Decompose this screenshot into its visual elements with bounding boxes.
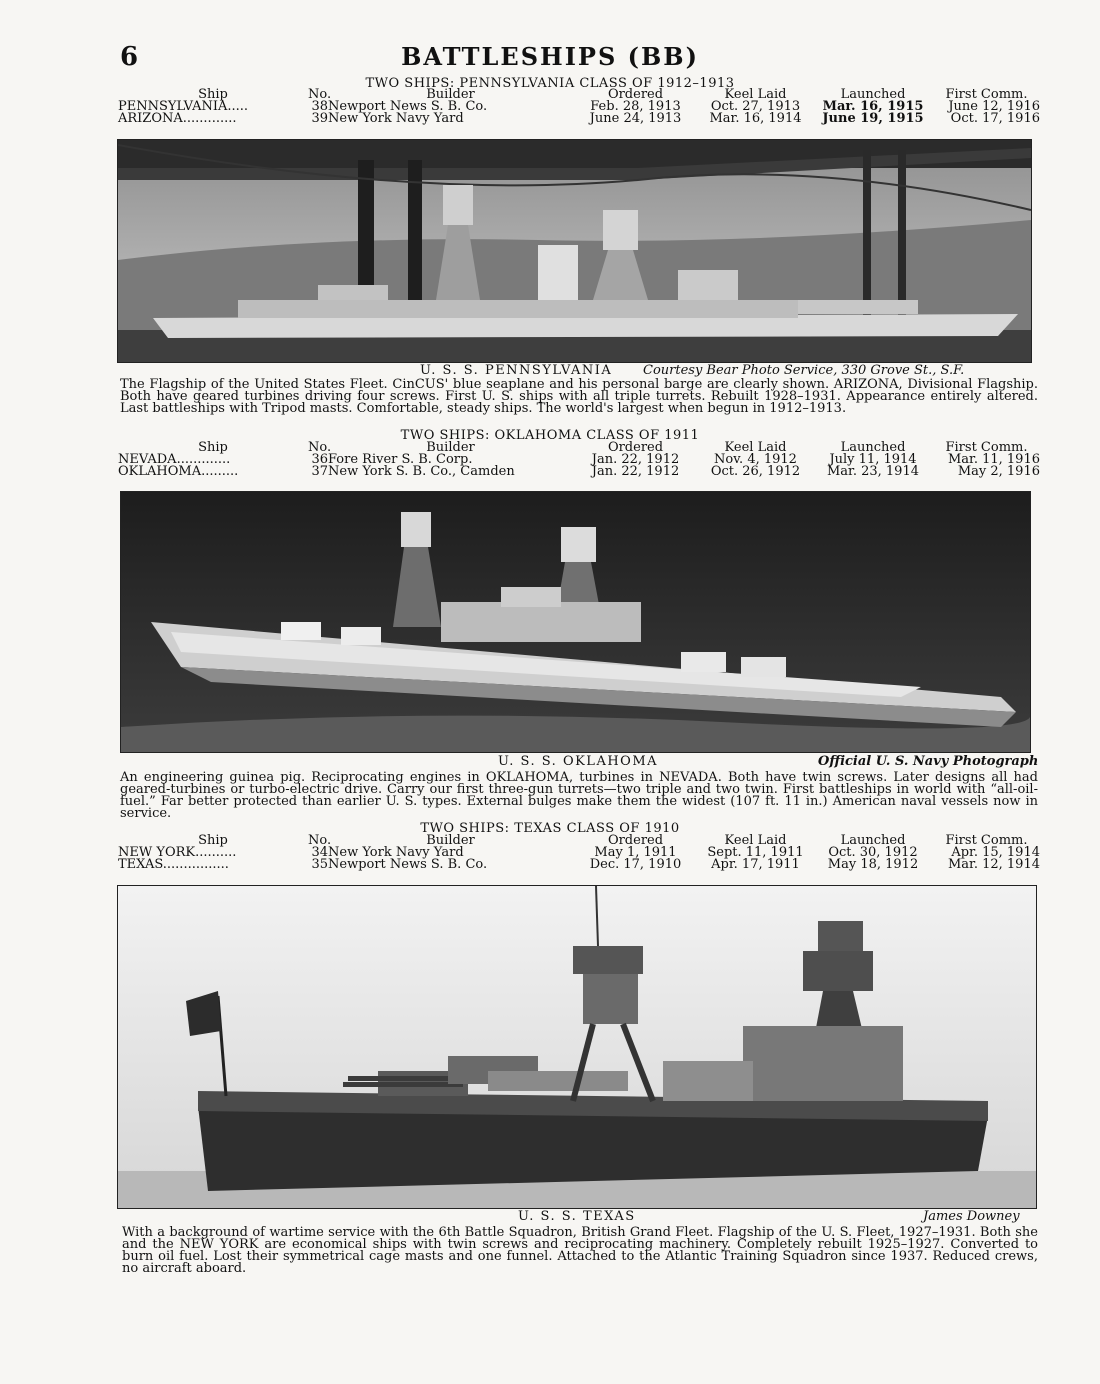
launched-date: Oct. 30, 1912 (828, 845, 918, 860)
class-heading-oklahoma: TWO SHIPS: OKLAHOMA CLASS OF 1911 (400, 428, 700, 443)
class-heading-pennsylvania: TWO SHIPS: PENNSYLVANIA CLASS OF 1912–1913 (365, 76, 735, 91)
col-header-commissioned: First Comm. (945, 833, 1028, 848)
class-heading-texas: TWO SHIPS: TEXAS CLASS OF 1910 (420, 821, 680, 836)
col-header-builder: Builder (426, 440, 475, 455)
col-header-keel: Keel Laid (724, 833, 787, 848)
ship-table-oklahoma (118, 442, 1040, 478)
keel-date: Sept. 11, 1911 (707, 845, 804, 860)
ship-name: NEVADA............. (118, 452, 231, 467)
col-header-launched: Launched (840, 440, 906, 455)
builder: New York Navy Yard (328, 111, 464, 126)
hull-number: 35 (311, 857, 328, 872)
description-oklahoma: An engineering guinea pig. Reciprocating engines in OKLAHOMA, turbines in NEVADA. Both have twin screws. Later designs all had geared-turbines or turbo-electric drive. Carry our first three-gun turrets—two triple and two twin. First battleships in world with “all-oil-fuel.” Far better protected than earlier U. S. types. External bulges make them the widest (107 ft. 11 in.) American naval vessels now in service. (120, 770, 1038, 821)
photo-caption: U. S. S. PENNSYLVANIA (420, 363, 613, 378)
builder: Newport News S. B. Co. (328, 857, 488, 872)
photo-uss-oklahoma (120, 491, 1031, 753)
photo-credit: Official U. S. Navy Photograph (818, 754, 1039, 769)
ordered-date: May 1, 1911 (594, 845, 677, 860)
col-header-no: No. (308, 440, 332, 455)
commissioned-date: Mar. 12, 1914 (947, 857, 1040, 872)
col-header-ship: Ship (198, 87, 228, 102)
builder: Newport News S. B. Co. (328, 99, 488, 114)
commissioned-date: May 2, 1916 (957, 464, 1040, 479)
hull-number: 38 (311, 99, 328, 114)
page-title: BATTLESHIPS (BB) (401, 42, 699, 71)
caption-row-texas (0, 1209, 1100, 1223)
commissioned-date: Apr. 15, 1914 (951, 845, 1040, 860)
hull-number: 36 (311, 452, 328, 467)
photo-uss-pennsylvania (117, 139, 1032, 363)
photo-credit: Courtesy Bear Photo Service, 330 Grove St., S.F. (643, 363, 965, 378)
col-header-ship: Ship (198, 833, 228, 848)
col-header-launched: Launched (840, 87, 906, 102)
builder: New York S. B. Co., Camden (328, 464, 515, 479)
commissioned-date: Oct. 17, 1916 (950, 111, 1040, 126)
col-header-no: No. (308, 87, 332, 102)
photo-credit: James Downey (923, 1209, 1020, 1224)
commissioned-date: Mar. 11, 1916 (947, 452, 1040, 467)
description-pennsylvania: The Flagship of the United States Fleet. CinCUS' blue seaplane and his personal barge are clearly shown. ARIZONA, Divisional Flagship. Both have geared turbines driving four screws. First U. S. ships with all triple turrets. Rebuilt 1928–1931. Appearance entirely altered. Last battleships with Tripod masts. Comfortable, steady ships. The world's largest when begun in 1912–1913. (120, 377, 1038, 416)
ship-name: ARIZONA............. (118, 111, 237, 126)
table-row (118, 466, 1040, 478)
launched-date: Mar. 16, 1915 (822, 99, 924, 114)
caption-row-pennsylvania (0, 363, 1100, 377)
ship-name: NEW YORK.......... (118, 845, 237, 860)
keel-date: Oct. 27, 1913 (710, 99, 801, 114)
ordered-date: Feb. 28, 1913 (590, 99, 681, 114)
caption-row-oklahoma (0, 754, 1100, 768)
builder: Fore River S. B. Corp. (328, 452, 473, 467)
col-header-launched: Launched (840, 833, 906, 848)
keel-date: Mar. 16, 1914 (709, 111, 802, 126)
col-header-keel: Keel Laid (724, 87, 787, 102)
launched-date: July 11, 1914 (829, 452, 917, 467)
hull-number: 37 (311, 464, 328, 479)
table-row (118, 859, 1040, 871)
col-header-builder: Builder (426, 833, 475, 848)
page-number: 6 (120, 42, 139, 72)
col-header-ship: Ship (198, 440, 228, 455)
ordered-date: Jan. 22, 1912 (591, 464, 680, 479)
col-header-builder: Builder (426, 87, 475, 102)
table-row (118, 113, 1040, 125)
keel-date: Oct. 26, 1912 (710, 464, 801, 479)
description-texas: With a background of wartime service with the 6th Battle Squadron, British Grand Fleet. Flagship of the U. S. Fleet, 1927–1931. Both she and the NEW YORK are economical ships with twin screws and reciprocating machinery. Completely rebuilt 1925–1927. Converted to burn oil fuel. Lost their symmetrical cage masts and one funnel. Attached to the Atlantic Training Squadron since 1937. Reduced crews, no aircraft aboard. (122, 1225, 1038, 1276)
col-header-commissioned: First Comm. (945, 440, 1028, 455)
photo-uss-texas (117, 885, 1037, 1209)
col-header-commissioned: First Comm. (945, 87, 1028, 102)
launched-date: May 18, 1912 (827, 857, 919, 872)
hull-number: 39 (311, 111, 328, 126)
launched-date: Mar. 23, 1914 (826, 464, 919, 479)
ship-name: TEXAS................ (118, 857, 229, 872)
col-header-no: No. (308, 833, 332, 848)
photo-caption: U. S. S. OKLAHOMA (498, 754, 659, 769)
builder: New York Navy Yard (328, 845, 464, 860)
ship-name: OKLAHOMA......... (118, 464, 239, 479)
hull-number: 34 (311, 845, 328, 860)
ship-table-texas (118, 835, 1040, 871)
ordered-date: Jan. 22, 1912 (591, 452, 680, 467)
ship-table-pennsylvania (118, 89, 1040, 125)
col-header-ordered: Ordered (607, 833, 664, 848)
ship-name: PENNSYLVANIA..... (118, 99, 249, 114)
keel-date: Apr. 17, 1911 (711, 857, 800, 872)
keel-date: Nov. 4, 1912 (714, 452, 797, 467)
col-header-ordered: Ordered (607, 87, 664, 102)
photo-caption: U. S. S. TEXAS (518, 1209, 636, 1224)
col-header-keel: Keel Laid (724, 440, 787, 455)
ordered-date: June 24, 1913 (589, 111, 682, 126)
commissioned-date: June 12, 1916 (948, 99, 1040, 114)
ordered-date: Dec. 17, 1910 (589, 857, 682, 872)
launched-date: June 19, 1915 (822, 111, 924, 126)
col-header-ordered: Ordered (607, 440, 664, 455)
